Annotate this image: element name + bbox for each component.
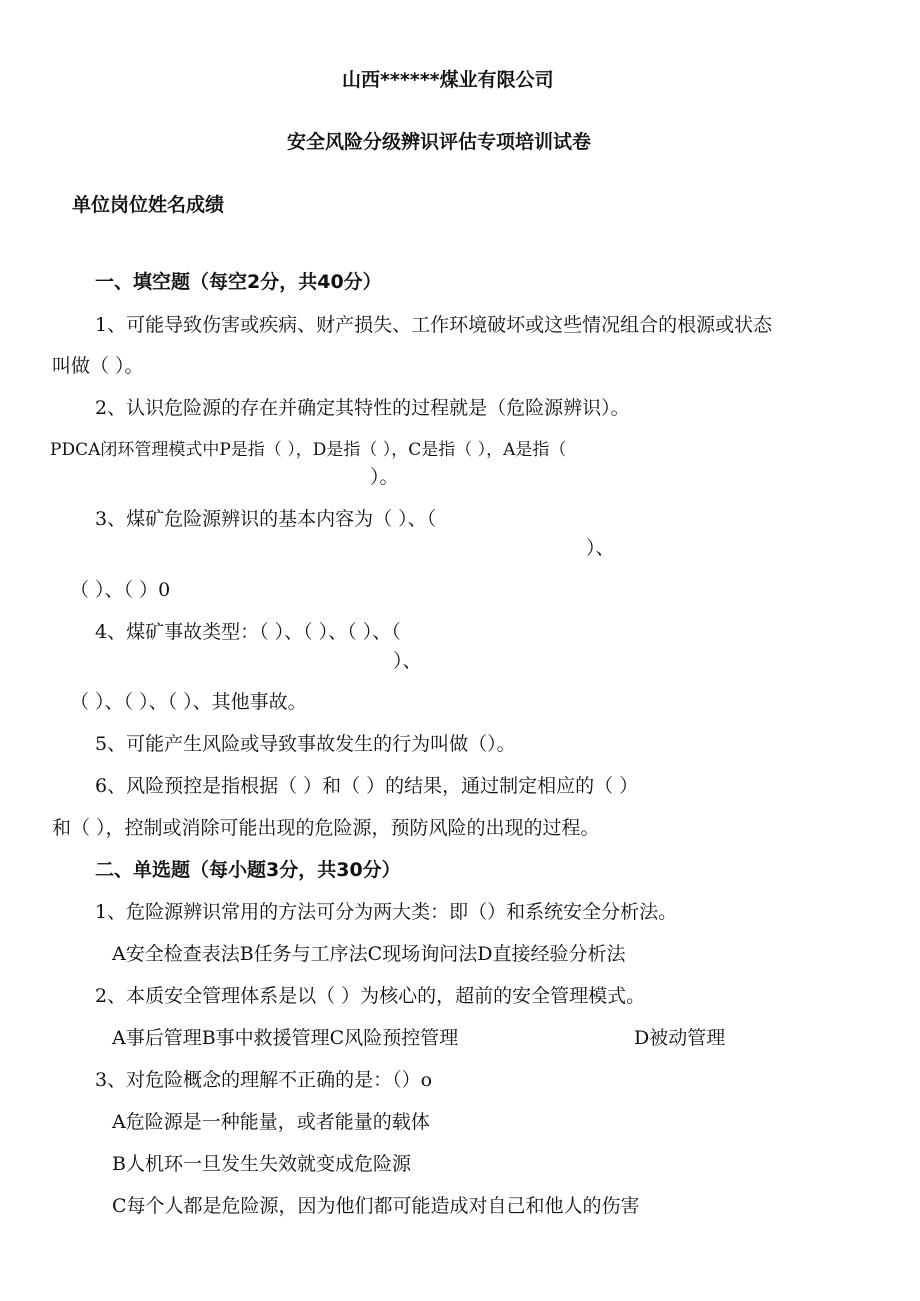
option-line: A危险源是一种能量，或者能量的载体 xyxy=(112,1111,430,1133)
question-line: （ ）、（ ）0 xyxy=(70,579,171,601)
question-line: 叫做（ ）。 xyxy=(52,355,144,377)
section-heading-fill-in: 一、填空题（每空2分，共40分） xyxy=(95,271,382,293)
question-line: （ ）、（ ）、（ ）、其他事故。 xyxy=(70,691,307,713)
question-line: 5、可能产生风险或导致事故发生的行为叫做（）。 xyxy=(95,733,516,755)
question-line: 3、煤矿危险源辨识的基本内容为（ ）、（ xyxy=(95,508,437,530)
question-line: 2、本质安全管理体系是以（ ）为核心的，超前的安全管理模式。 xyxy=(95,985,646,1007)
exam-title: 安全风险分级辨识评估专项培训试卷 xyxy=(287,131,592,153)
option-line: B人机环一旦发生失效就变成危险源 xyxy=(112,1153,411,1175)
company-name: 山西******煤业有限公司 xyxy=(342,69,554,91)
question-line: ）、 xyxy=(586,537,615,559)
option-line: A事后管理B事中救援管理C风险预控管理 xyxy=(112,1027,459,1049)
option-line: A安全检查表法B任务与工序法C现场询问法D直接经验分析法 xyxy=(112,943,626,965)
question-line: 1、危险源辨识常用的方法可分为两大类：即（）和系统安全分析法。 xyxy=(95,901,678,923)
question-line: ）。 xyxy=(370,466,399,488)
section-heading-single-choice: 二、单选题（每小题3分，共30分） xyxy=(95,859,401,881)
option-line: D被动管理 xyxy=(634,1027,726,1049)
option-line: C每个人都是危险源，因为他们都可能造成对自己和他人的伤害 xyxy=(112,1195,640,1217)
question-line: 2、认识危险源的存在并确定其特性的过程就是（危险源辨识）。 xyxy=(95,397,630,419)
question-line: 1、可能导致伤害或疾病、财产损失、工作环境破坏或这些情况组合的根源或状态 xyxy=(95,314,773,336)
question-line: 6、风险预控是指根据（ ）和（ ）的结果，通过制定相应的（ ） xyxy=(95,775,639,797)
question-line: 3、对危险概念的理解不正确的是：（）o xyxy=(95,1069,433,1091)
question-line: ）、 xyxy=(393,650,422,672)
student-info-line: 单位岗位姓名成绩 xyxy=(72,194,225,216)
question-line: PDCA闭环管理模式中P是指（ ），D是指（ ），C是指（ ），A是指（ xyxy=(50,440,567,460)
question-line: 4、煤矿事故类型：（ ）、（ ）、（ ）、（ xyxy=(95,621,401,643)
question-line: 和（ ），控制或消除可能出现的危险源，预防风险的出现的过程。 xyxy=(52,817,600,839)
